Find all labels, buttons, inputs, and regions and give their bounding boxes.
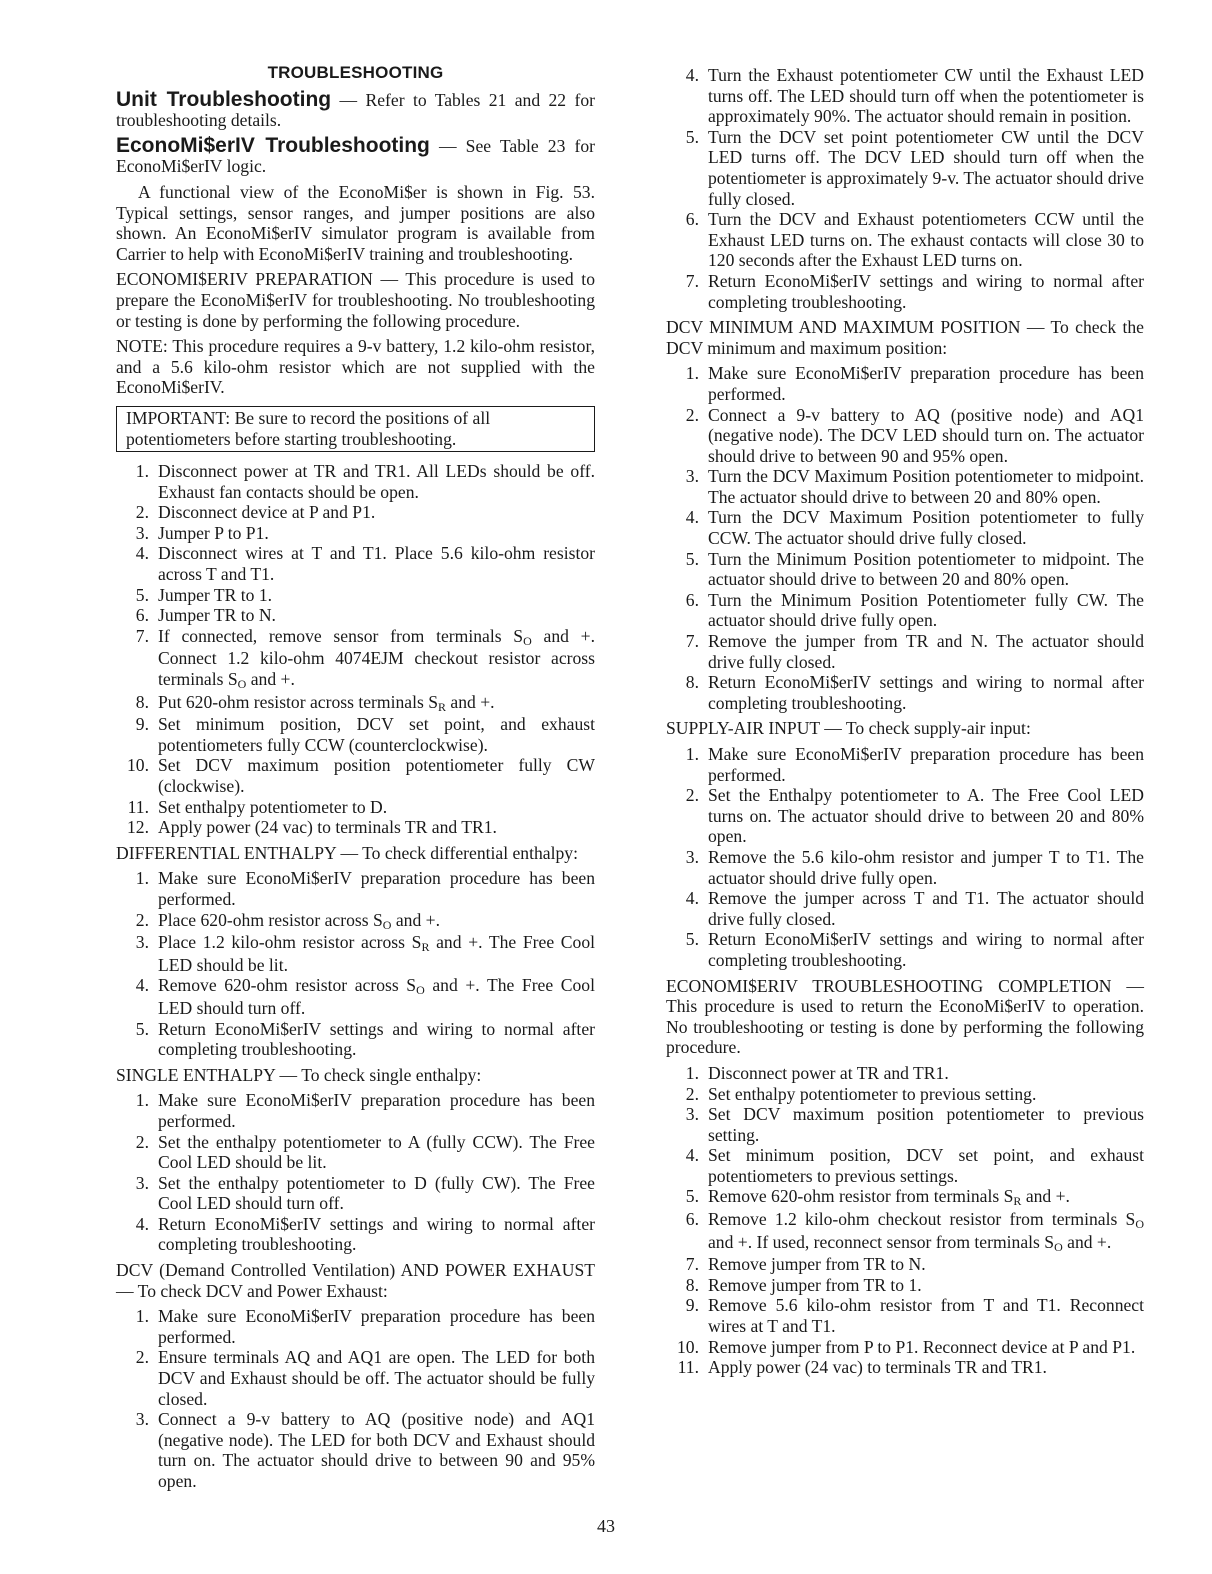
- step-text-part: Put 620-ohm resistor across terminals S: [158, 691, 439, 712]
- list-item: [666, 549, 1144, 590]
- list-item: [116, 605, 595, 626]
- step-text: [158, 692, 495, 712]
- step-text: [158, 975, 595, 1018]
- list-item: [116, 797, 595, 818]
- step-text: Set enthalpy potentiometer to D.: [158, 796, 388, 817]
- step-number: 8.: [135, 691, 149, 712]
- step-text: Make sure EconoMi$erIV preparation procedure has been performed.: [158, 1306, 595, 1347]
- step-number: 4.: [685, 507, 699, 528]
- step-text-part: Place 620-ohm resistor across S: [158, 909, 383, 930]
- economiser-troubleshooting-text: — See Table 23 for EconoMi$erIV logic.: [116, 135, 595, 177]
- step-number: 4.: [135, 1213, 149, 1234]
- step-text: Remove jumper from TR to N.: [708, 1254, 926, 1275]
- step-number: 1.: [685, 363, 699, 384]
- step-text-part: and +.: [446, 691, 495, 712]
- unit-troubleshooting-text: — Refer to Tables 21 and 22 for troubleshooting details.: [116, 89, 595, 131]
- step-number: 1.: [135, 1090, 149, 1111]
- supply-air-steps: [666, 744, 1144, 971]
- step-text: Set enthalpy potentiometer to previous setting.: [708, 1083, 1037, 1104]
- step-text: Jumper P to P1.: [158, 522, 269, 543]
- list-item: [116, 1019, 595, 1060]
- step-number: 10.: [127, 755, 149, 776]
- list-item: [666, 631, 1144, 672]
- list-item: [666, 209, 1144, 271]
- step-text: [158, 932, 595, 975]
- step-text: Set the enthalpy potentiometer to D (fully CW). The Free Cool LED should turn off.: [158, 1172, 595, 1214]
- step-number: 2.: [685, 1083, 699, 1104]
- list-item: [666, 127, 1144, 209]
- list-item: [116, 585, 595, 606]
- terminal-subscript: O: [1054, 1239, 1063, 1254]
- list-item: [666, 1145, 1144, 1186]
- step-text-part: and +. If used, reconnect sensor from terminals S: [708, 1231, 1055, 1252]
- list-item: [116, 692, 595, 715]
- list-item: [666, 1084, 1144, 1105]
- list-item: [666, 1104, 1144, 1145]
- step-text: Remove the 5.6 kilo-ohm resistor and jumper T to T1. The actuator should drive fully open.: [708, 846, 1144, 888]
- list-item: [666, 1295, 1144, 1336]
- step-number: 7.: [685, 270, 699, 291]
- list-item: [666, 363, 1144, 404]
- step-number: 6.: [685, 589, 699, 610]
- step-text: Remove the jumper across T and T1. The actuator should drive fully closed.: [708, 888, 1144, 929]
- step-number: 5.: [685, 548, 699, 569]
- step-number: 12.: [127, 817, 149, 838]
- step-text-part: Remove 620-ohm resistor across S: [158, 975, 417, 996]
- preparation-paragraph: ECONOMI$ERIV PREPARATION — This procedure is used to prepare the EconoMi$erIV for troubleshooting. No troubleshooting or testing is done by performing the following procedure.: [116, 269, 595, 331]
- unit-troubleshooting-section: [116, 87, 595, 131]
- list-item: [666, 1275, 1144, 1296]
- list-item: [666, 744, 1144, 785]
- step-text: Disconnect power at TR and TR1. All LEDs should be off. Exhaust fan contacts should be open.: [158, 461, 595, 502]
- list-item: [666, 1254, 1144, 1275]
- step-text: Jumper TR to 1.: [158, 584, 273, 605]
- step-number: 2.: [685, 404, 699, 425]
- terminal-subscript: R: [1013, 1194, 1022, 1209]
- important-notice-text: IMPORTANT: Be sure to record the positions of all potentiometers before starting troubleshooting.: [126, 407, 491, 449]
- differential-enthalpy-steps: [116, 868, 595, 1059]
- dcv-power-exhaust-heading: DCV (Demand Controlled Ventilation) AND POWER EXHAUST — To check DCV and Power Exhaust:: [116, 1260, 595, 1301]
- intro-paragraph: A functional view of the EconoMi$er is shown in Fig. 53. Typical settings, sensor ranges, and jumper positions are also shown. An EconoMi$erIV simulator program is available from Carrier to help with EconoMi$erIV training and troubleshooting.: [116, 181, 595, 264]
- step-number: 3.: [135, 1409, 149, 1430]
- step-text: Turn the Exhaust potentiometer CW until the Exhaust LED turns off. The LED should turn off when the potentiometer is approximately 90%. The actuator should remain in position.: [708, 65, 1144, 127]
- list-item: [116, 1409, 595, 1491]
- list-item: [116, 1090, 595, 1131]
- step-text-part: and +. The Free Cool LED should turn off.: [158, 975, 595, 1018]
- step-number: 6.: [135, 605, 149, 626]
- step-number: 4.: [135, 543, 149, 564]
- step-text: Turn the DCV Maximum Position potentiometer to fully CCW. The actuator should drive fully closed.: [708, 507, 1144, 549]
- step-number: 6.: [685, 209, 699, 230]
- list-item: [116, 502, 595, 523]
- step-text: Ensure terminals AQ and AQ1 are open. The LED for both DCV and Exhaust should be off. The actuator should be fully closed.: [158, 1347, 595, 1409]
- terminal-subscript: O: [416, 983, 425, 998]
- step-text: Make sure EconoMi$erIV preparation procedure has been performed.: [158, 868, 595, 909]
- step-text-part: Remove 620-ohm resistor from terminals S: [708, 1186, 1014, 1207]
- step-text-part: and +.: [1021, 1186, 1070, 1207]
- step-number: 4.: [685, 1145, 699, 1166]
- step-text-part: Remove 1.2 kilo-ohm checkout resistor from terminals S: [708, 1209, 1136, 1230]
- step-number: 5.: [685, 1186, 699, 1207]
- step-number: 5.: [135, 584, 149, 605]
- list-item: [116, 755, 595, 796]
- step-number: 3.: [685, 466, 699, 487]
- step-number: 5.: [685, 126, 699, 147]
- list-item: [116, 817, 595, 838]
- step-text: Remove jumper from TR to 1.: [708, 1274, 922, 1295]
- list-item: [666, 1063, 1144, 1084]
- step-number: 2.: [135, 909, 149, 930]
- list-item: [666, 271, 1144, 312]
- page-number: 43: [597, 1516, 615, 1536]
- step-number: 1.: [135, 461, 149, 482]
- unit-troubleshooting-heading: Unit Troubleshooting: [116, 87, 332, 111]
- dcv-power-exhaust-steps-part1: [116, 1306, 595, 1491]
- list-item: [666, 1209, 1144, 1254]
- step-text-part: Place 1.2 kilo-ohm resistor across S: [158, 932, 422, 953]
- step-number: 1.: [135, 868, 149, 889]
- list-item: [666, 1186, 1144, 1209]
- step-text: Connect a 9-v battery to AQ (positive node) and AQ1 (negative node). The DCV LED should turn on. The actuator should drive to between 90 and 95% open.: [708, 404, 1144, 466]
- list-item: [666, 65, 1144, 127]
- economiser-troubleshooting-section: [116, 133, 595, 177]
- list-item: [116, 714, 595, 755]
- single-enthalpy-heading: SINGLE ENTHALPY — To check single enthalpy:: [116, 1064, 482, 1085]
- step-text: Return EconoMi$erIV settings and wiring to normal after completing troubleshooting.: [158, 1213, 595, 1255]
- list-item: [666, 785, 1144, 847]
- important-notice-box: [116, 406, 595, 452]
- step-number: 3.: [685, 846, 699, 867]
- step-number: 3.: [135, 1172, 149, 1193]
- economiser-troubleshooting-heading: EconoMi$erIV Troubleshooting: [116, 133, 430, 157]
- list-item: [666, 888, 1144, 929]
- right-column: [666, 65, 1144, 1383]
- terminal-subscript: O: [382, 917, 392, 932]
- completion-steps: [666, 1063, 1144, 1378]
- step-number: 6.: [685, 1209, 699, 1230]
- step-text: Apply power (24 vac) to terminals TR and TR1.: [158, 817, 497, 838]
- step-text: Disconnect power at TR and TR1.: [708, 1062, 949, 1083]
- list-item: [666, 405, 1144, 467]
- preparation-steps: [116, 461, 595, 838]
- step-text: Turn the Minimum Position Potentiometer fully CW. The actuator should drive fully open.: [708, 589, 1144, 631]
- step-text: Disconnect wires at T and T1. Place 5.6 kilo-ohm resistor across T and T1.: [158, 543, 595, 585]
- left-column: [116, 60, 595, 1497]
- step-text: Jumper TR to N.: [158, 605, 276, 626]
- step-text-part: and +.: [246, 669, 295, 690]
- list-item: [666, 590, 1144, 631]
- list-item: [666, 672, 1144, 713]
- step-text: Remove 5.6 kilo-ohm resistor from T and T1. Reconnect wires at T and T1.: [708, 1295, 1144, 1337]
- list-item: [666, 466, 1144, 507]
- step-text: Turn the DCV Maximum Position potentiometer to midpoint. The actuator should drive to between 20 and 80% open.: [708, 466, 1144, 507]
- terminal-subscript: O: [523, 633, 532, 648]
- step-text: Disconnect device at P and P1.: [158, 502, 376, 523]
- terminal-subscript: R: [438, 699, 447, 714]
- step-text: Remove the jumper from TR and N. The actuator should drive fully closed.: [708, 631, 1144, 672]
- preparation-note: NOTE: This procedure requires a 9-v battery, 1.2 kilo-ohm resistor, and a 5.6 kilo-ohm resistor which are not supplied with the EconoMi$erIV.: [116, 336, 595, 398]
- step-number: 1.: [685, 1062, 699, 1083]
- list-item: [116, 1347, 595, 1409]
- list-item: [666, 1337, 1144, 1358]
- step-number: 4.: [685, 65, 699, 85]
- step-number: 3.: [685, 1104, 699, 1125]
- step-number: 4.: [685, 888, 699, 909]
- step-number: 1.: [685, 744, 699, 764]
- list-item: [666, 1357, 1144, 1378]
- list-item: [116, 523, 595, 544]
- step-number: 7.: [685, 631, 699, 652]
- step-text-part: and +.: [1062, 1231, 1112, 1252]
- step-text: Turn the DCV and Exhaust potentiometers CCW until the Exhaust LED turns on. The exhaust contacts will close 30 to 120 seconds after the Exhaust LED turns on.: [708, 209, 1144, 271]
- page-title: TROUBLESHOOTING: [267, 63, 444, 82]
- step-text-part: If connected, remove sensor from terminals S: [158, 625, 524, 646]
- step-text: Set the Enthalpy potentiometer to A. The Free Cool LED turns on. The actuator should drive to between 20 and 80% open.: [708, 785, 1144, 847]
- single-enthalpy-steps: [116, 1090, 595, 1255]
- list-item: [116, 975, 595, 1018]
- step-text: Set DCV maximum position potentiometer fully CW (clockwise).: [158, 755, 595, 796]
- step-text: Turn the Minimum Position potentiometer to midpoint. The actuator should drive to between 20 and 80% open.: [708, 548, 1144, 590]
- step-number: 11.: [127, 796, 149, 817]
- list-item: [116, 1173, 595, 1214]
- step-text: Make sure EconoMi$erIV preparation procedure has been performed.: [158, 1090, 595, 1131]
- step-text: Turn the DCV set point potentiometer CW until the DCV LED turns off. The DCV LED should turn off when the potentiometer is approximately 9-v. The actuator should drive fully closed.: [708, 126, 1144, 209]
- step-number: 11.: [677, 1357, 699, 1378]
- step-text: Make sure EconoMi$erIV preparation procedure has been performed.: [708, 363, 1144, 404]
- step-number: 9.: [135, 714, 149, 735]
- step-number: 1.: [135, 1306, 149, 1327]
- step-text: Set DCV maximum position potentiometer to previous setting.: [708, 1104, 1144, 1145]
- list-item: [666, 847, 1144, 888]
- step-text: Return EconoMi$erIV settings and wiring to normal after completing troubleshooting.: [158, 1018, 595, 1060]
- step-text: [708, 1186, 1070, 1209]
- step-text: Set minimum position, DCV set point, and exhaust potentiometers to previous settings.: [708, 1145, 1144, 1186]
- step-text: Remove jumper from P to P1. Reconnect device at P and P1.: [708, 1336, 1136, 1357]
- dcv-power-exhaust-steps-part2: [666, 65, 1144, 312]
- list-item: [116, 1214, 595, 1255]
- dcv-min-max-steps: [666, 363, 1144, 713]
- step-number: 9.: [685, 1295, 699, 1316]
- supply-air-heading: SUPPLY-AIR INPUT — To check supply-air input:: [666, 718, 1031, 739]
- terminal-subscript: R: [421, 940, 430, 955]
- terminal-subscript: O: [237, 677, 247, 692]
- step-number: 3.: [135, 932, 149, 953]
- step-text-part: and +. The Free Cool LED should be lit.: [158, 932, 596, 975]
- list-item: [666, 929, 1144, 970]
- dcv-min-max-heading: DCV MINIMUM AND MAXIMUM POSITION — To check the DCV minimum and maximum position:: [666, 317, 1144, 358]
- step-number: 5.: [135, 1018, 149, 1039]
- list-item: [116, 868, 595, 909]
- differential-enthalpy-heading: DIFFERENTIAL ENTHALPY — To check differential enthalpy:: [116, 842, 578, 863]
- step-number: 8.: [685, 672, 699, 693]
- list-item: [116, 461, 595, 502]
- step-text: Make sure EconoMi$erIV preparation procedure has been performed.: [708, 744, 1144, 785]
- step-text: [158, 625, 595, 692]
- list-item: [116, 910, 595, 933]
- step-text: Apply power (24 vac) to terminals TR and TR1.: [708, 1357, 1047, 1378]
- list-item: [116, 1306, 595, 1347]
- step-text: Set minimum position, DCV set point, and exhaust potentiometers fully CCW (counterclockwise).: [158, 714, 595, 755]
- step-text: Return EconoMi$erIV settings and wiring to normal after completing troubleshooting.: [708, 929, 1144, 970]
- step-text: Return EconoMi$erIV settings and wiring to normal after completing troubleshooting.: [708, 270, 1144, 312]
- step-text-part: and +.: [391, 909, 440, 930]
- step-number: 5.: [685, 929, 699, 950]
- step-number: 7.: [685, 1254, 699, 1275]
- step-number: 8.: [685, 1274, 699, 1295]
- step-text: Connect a 9-v battery to AQ (positive node) and AQ1 (negative node). The LED for both DCV and Exhaust should turn on. The actuator should drive to between 90 and 95% open.: [158, 1409, 595, 1491]
- step-text: Return EconoMi$erIV settings and wiring to normal after completing troubleshooting.: [708, 672, 1144, 713]
- step-text: [158, 910, 440, 930]
- completion-heading: ECONOMI$ERIV TROUBLESHOOTING COMPLETION — This procedure is used to return the EconoMi$erIV to operation. No troubleshooting or testing is done by performing the following procedure.: [666, 975, 1144, 1058]
- step-number: 10.: [677, 1336, 699, 1357]
- terminal-subscript: O: [1135, 1217, 1144, 1232]
- step-number: 7.: [135, 625, 149, 646]
- step-text-part: and +. Connect 1.2 kilo-ohm 4074EJM checkout resistor across terminals S: [158, 625, 595, 690]
- step-number: 2.: [135, 502, 149, 523]
- list-item: [116, 932, 595, 975]
- list-item: [116, 1132, 595, 1173]
- list-item: [116, 543, 595, 584]
- step-number: 4.: [135, 975, 149, 996]
- step-number: 2.: [135, 1347, 149, 1368]
- step-text: [708, 1209, 1144, 1252]
- step-number: 2.: [685, 785, 699, 806]
- list-item: [116, 626, 595, 692]
- step-text: Set the enthalpy potentiometer to A (fully CCW). The Free Cool LED should be lit.: [158, 1131, 595, 1173]
- list-item: [666, 507, 1144, 548]
- step-number: 3.: [135, 522, 149, 543]
- step-number: 2.: [135, 1131, 149, 1152]
